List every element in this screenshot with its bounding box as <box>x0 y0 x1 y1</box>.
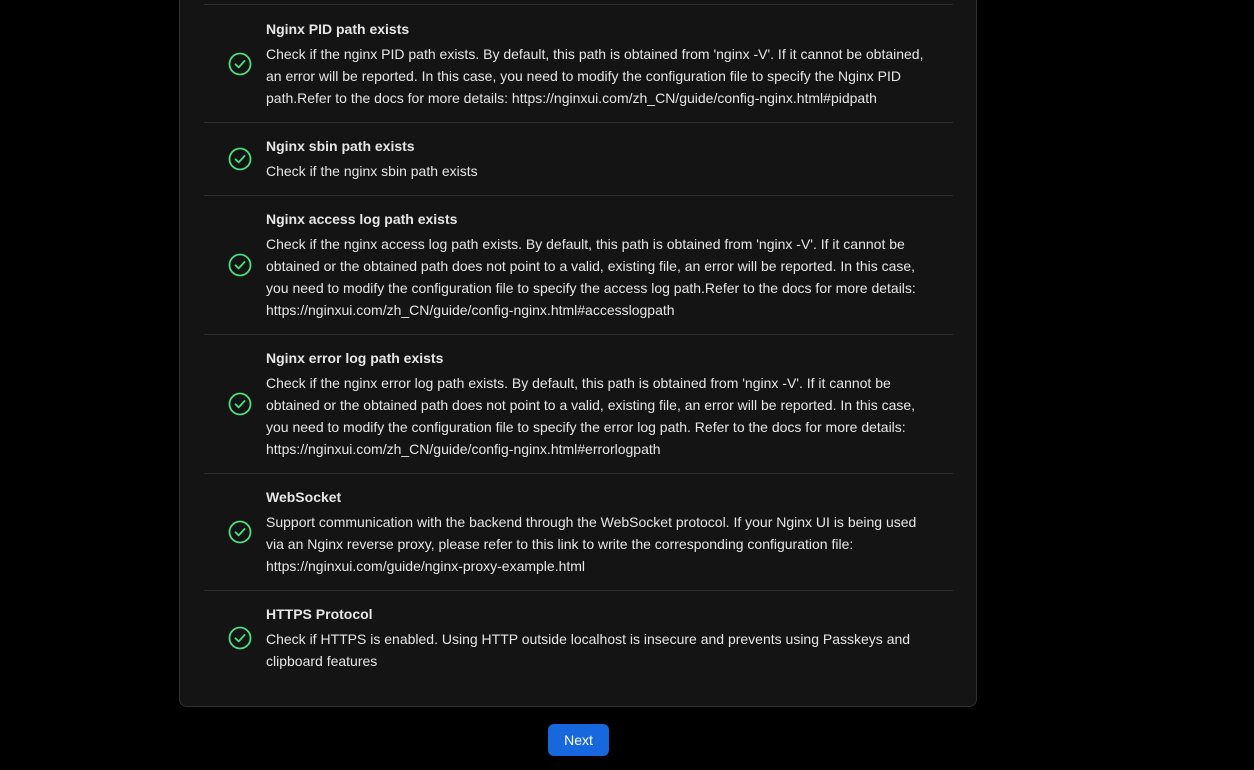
check-item-error-log-path <box>204 334 953 473</box>
next-button[interactable]: Next <box>548 724 609 756</box>
check-item-sbin-path <box>204 122 953 195</box>
check-description: Check if the nginx sbin path exists <box>266 163 478 179</box>
check-list <box>204 4 953 685</box>
check-description: Check if the nginx error log path exists. By default, this path is obtained from 'nginx -V'. If it cannot be obtained or the obtained path does not point to a valid, existing file, an error will be reported. In this case, you need to modify the configuration file to specify the error log path. Refer to the docs for more details: https://nginxui.com/zh_CN/guide/config-nginx.html#errorlogpath <box>266 375 916 457</box>
check-item-https <box>204 590 953 685</box>
check-item-websocket <box>204 473 953 590</box>
check-title: Nginx sbin path exists <box>266 138 415 154</box>
check-item-access-log-path <box>204 195 953 334</box>
check-description: Check if the nginx PID path exists. By default, this path is obtained from 'nginx -V'. If it cannot be obtained, an error will be reported. In this case, you need to modify the configuration file to specify the Nginx PID path.Refer to the docs for more details: https://nginxui.com/zh_CN/guide/config-nginx.html#pidpath <box>266 45 924 106</box>
check-title: WebSocket <box>266 489 342 505</box>
check-circle-icon <box>228 626 252 650</box>
check-title: HTTPS Protocol <box>266 606 373 622</box>
check-description: Check if the nginx access log path exists. By default, this path is obtained from 'nginx -V'. If it cannot be obtained or the obtained path does not point to a valid, existing file, an error will be reported. In this case, you need to modify the configuration file to specify the access log path.Refer to the docs for more details: https://nginxui.com/zh_CN/guide/config-nginx.html#accesslogpath <box>266 236 916 318</box>
check-circle-icon <box>228 520 252 544</box>
check-item-pid-path <box>204 4 953 122</box>
check-title: Nginx error log path exists <box>266 350 444 366</box>
self-check-card <box>179 0 977 707</box>
check-circle-icon <box>228 253 252 277</box>
check-title: Nginx PID path exists <box>266 20 410 37</box>
check-circle-icon <box>228 392 252 416</box>
check-description: Check if HTTPS is enabled. Using HTTP outside localhost is insecure and prevents using Passkeys and clipboard features <box>266 631 911 669</box>
check-circle-icon <box>228 147 252 171</box>
check-title: Nginx access log path exists <box>266 211 458 227</box>
check-description: Support communication with the backend through the WebSocket protocol. If your Nginx UI is being used via an Nginx reverse proxy, please refer to this link to write the corresponding configuration file: https://nginxui.com/guide/nginx-proxy-example.html <box>266 514 917 574</box>
check-circle-icon <box>228 52 252 76</box>
